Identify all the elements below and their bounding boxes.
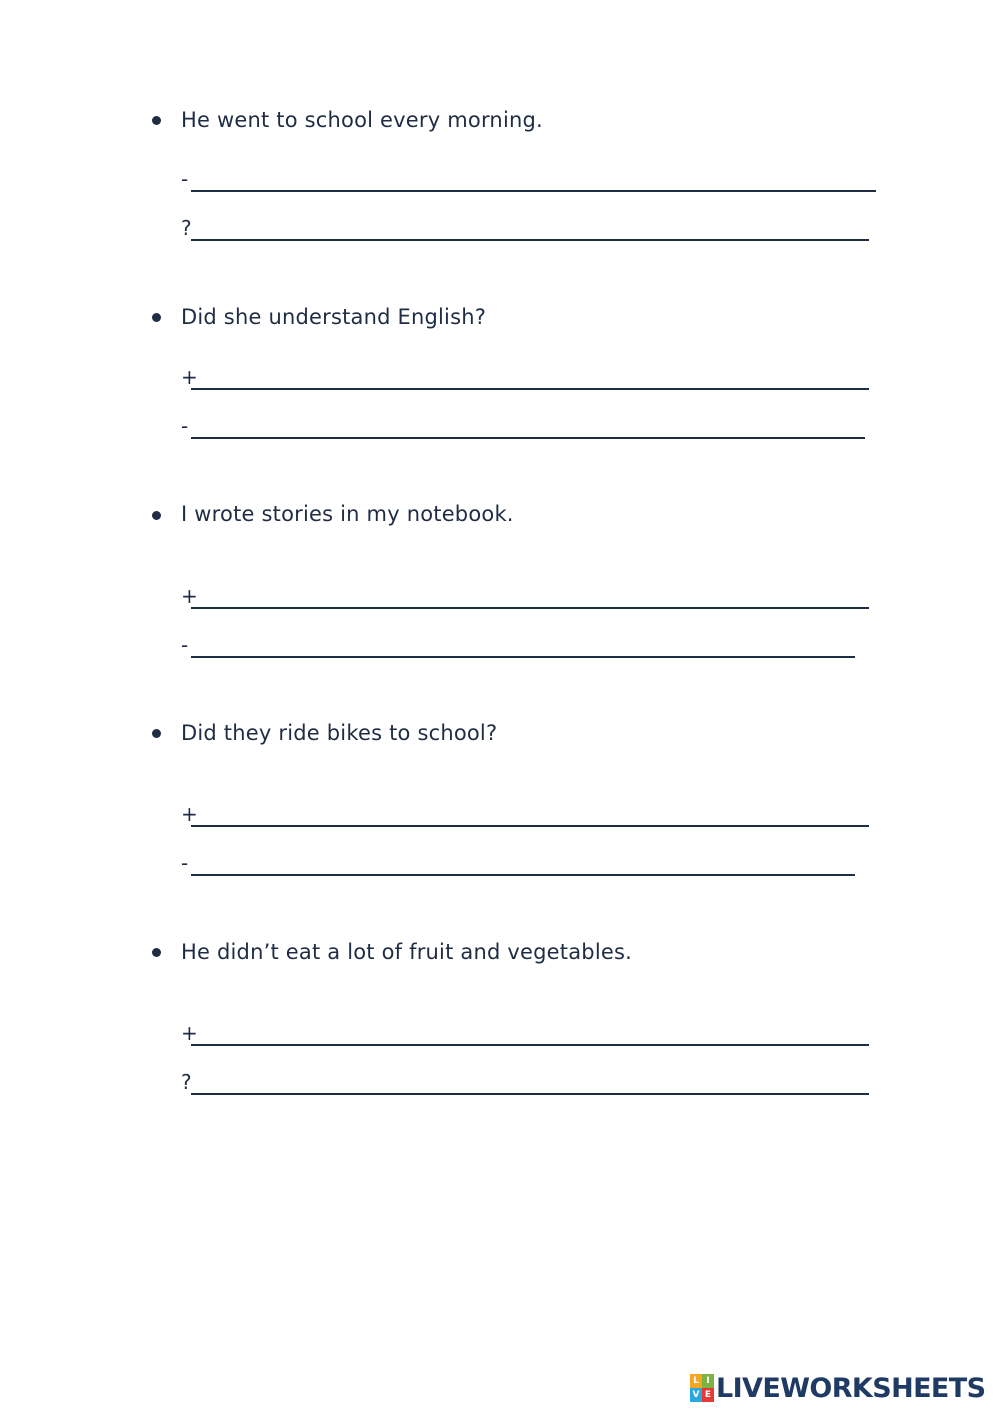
answer-symbol: + [181,365,198,389]
answer-row[interactable] [181,583,869,609]
exercise-sentence: I wrote stories in my notebook. [181,502,514,526]
answer-line[interactable] [191,1044,869,1046]
exercise-sentence: He went to school every morning. [181,108,543,132]
answer-row[interactable] [181,850,855,876]
logo-letter: E [702,1388,714,1402]
exercise-sentence: He didn’t eat a lot of fruit and vegetables. [181,940,632,964]
answer-line[interactable] [191,656,855,658]
answer-symbol: - [181,167,189,191]
answer-line[interactable] [191,437,865,439]
answer-row[interactable] [181,801,869,827]
bullet [152,313,161,322]
answer-symbol: ? [181,1070,192,1094]
logo-letter: L [690,1374,702,1388]
answer-line[interactable] [191,190,876,192]
answer-line[interactable] [191,607,869,609]
answer-symbol: - [181,633,189,657]
answer-row[interactable] [181,166,876,192]
liveworksheets-logo-icon [690,1374,714,1402]
exercise-sentence: Did they ride bikes to school? [181,721,498,745]
answer-symbol: + [181,1021,198,1045]
answer-symbol: - [181,414,189,438]
answer-row[interactable] [181,364,869,390]
answer-row[interactable] [181,1020,869,1046]
bullet [152,511,161,520]
answer-symbol: + [181,584,198,608]
bullet [152,116,161,125]
answer-row[interactable] [181,632,855,658]
logo-letter: V [690,1388,702,1402]
answer-line[interactable] [191,1093,869,1095]
answer-line[interactable] [191,388,869,390]
answer-symbol: + [181,802,198,826]
logo-letter: I [702,1374,714,1388]
answer-symbol: - [181,851,189,875]
bullet [152,729,161,738]
answer-row[interactable] [181,215,869,241]
answer-row[interactable] [181,413,865,439]
exercise-sentence: Did she understand English? [181,305,487,329]
bullet [152,948,161,957]
answer-line[interactable] [191,874,855,876]
liveworksheets-brand [690,1368,985,1408]
answer-line[interactable] [191,239,869,241]
answer-row[interactable] [181,1069,869,1095]
answer-line[interactable] [191,825,869,827]
brand-name: LIVEWORKSHEETS [716,1372,986,1404]
answer-symbol: ? [181,216,192,240]
